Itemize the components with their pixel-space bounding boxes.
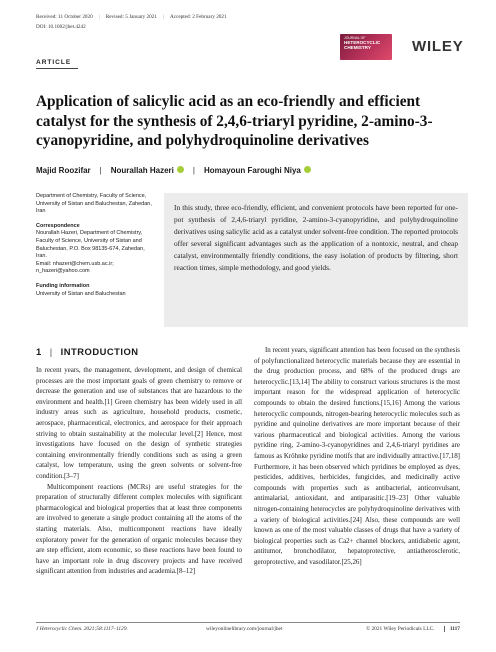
correspondence-heading: Correspondence [36,222,80,229]
copyright: © 2021 Wiley Periodicals LLC. [366,626,435,632]
article-info-sidebar [36,193,154,298]
article-title: Application of salicylic acid as an eco-friendly and efficient catalyst for the synthesis of 2,4,6-triaryl pyridine, 2-amino-3-cyanopyridine, and polyhydroquinoline derivatives [36,93,433,149]
journal-logo-name: HETEROCYCLIC CHEMISTRY [344,39,381,50]
date-separator: | [98,14,100,20]
author-name[interactable]: Majid Roozifar [36,166,91,175]
funding-body: University of Sistan and Baluchestan [36,290,126,297]
orcid-icon[interactable] [304,166,311,173]
journal-citation: J Heterocyclic Chem. 2021;58:1117–1129. [36,626,128,632]
funding-heading: Funding information [36,282,90,289]
body-column-left [36,365,242,577]
revised-date: Revised: 5 January 2021 [105,14,157,20]
author-name-text: Nourallah Hazeri [110,166,174,175]
section-number: 1 [36,346,42,357]
journal-logo-top: JOURNAL OF [344,36,366,40]
abstract-box: In this study, three eco-friendly, efficient, and convenient protocols have been reported for one-pot synthesis of 2,4,6-triaryl pyridine, 2-amino-3-cyanopyridine, and polyhydroquinoline derivatives using salicylic acid as a catalyst under solvent-free condition. The reported protocols offer several significant advantages such as the application of a nontoxic, neutral, and cheap catalyst, environmentally friendly conditions, the easy isolation of products by filtering, short reaction times, simple methodology, and good yields. [164,193,468,327]
section-heading [36,346,139,357]
author-list [36,166,311,175]
body-column-right [254,345,460,567]
article-dates [36,14,227,20]
journal-logo [340,34,392,60]
author-separator: | [192,166,195,175]
journal-url[interactable]: wileyonlinelibrary.com/journal/jhet [206,626,283,632]
article-label-rule [36,68,78,69]
author-separator: | [99,166,102,175]
page-footer [36,626,460,632]
footer-rule [36,622,460,623]
doi[interactable]: DOI: 10.1002/jhet.4242 [36,24,86,30]
publisher-logo: WILEY [412,38,464,55]
accepted-date: Accepted: 2 February 2021 [169,14,227,20]
author-name[interactable] [111,166,184,175]
body-paragraph: In recent years, the management, development, and design of chemical processes are the most important goals of green chemistry to remove or decrease the generation and use of substances that are hazardous to the environment and health.[1] Green chemistry has been widely used in all industry areas such as agriculture, household products, cosmetic, aerospace, pharmaceutical, electronics, and aerospace for their approach striving to obtain sustainability at the molecular level.[2] Hence, most investigations have focused on the design of synthetic strategies containing environmentally friendly conditions such as using a green catalyst, low temperature, using the green solvents or solvent-free condition.[3–7] [36,366,242,480]
date-separator: | [162,14,164,20]
correspondence-email[interactable]: n_hazeri@yahoo.com [36,268,90,275]
received-date: Received: 11 October 2020 [36,14,93,20]
affiliation: Department of Chemistry, Faculty of Science, University of Sistan and Baluchestan, Zahedan, Iran [36,193,152,215]
section-separator: | [49,346,53,357]
page-number: 1117 [444,626,460,632]
correspondence-body: Nourallah Hazeri, Department of Chemistry, Faculty of Science, University of Sistan and Baluchestan, P.O. Box 98135-674, Zahedan, Iran. [36,230,145,260]
author-name-text: Homayoun Faroughi Niya [203,166,301,175]
correspondence-email[interactable]: Email: nhazeri@chem.usb.ac.ir; [36,260,114,267]
orcid-icon[interactable] [177,166,184,173]
article-type-label: ARTICLE [36,59,72,66]
body-paragraph: In recent years, significant attention has been focused on the synthesis of polyfunctionalized heterocyclic materials because they are essential in the drug production process, and 68% of the produced drugs are heterocyclic.[13,14] The ability to construct various structures is the most important reason for the widespread application of heterocyclic compounds to obtain the desired functions.[15,16] Among the various heterocyclic compounds, nitrogen-bearing heterocyclic molecules such as pyridine and quinoline derivatives are more important because of their various pharmaceutical and biological activities. Among the various pyridine ring, 2-amino-3-cyanopyridines and 2,4,6-triaryl pyridines are famous as Kröhnke pyridine motifs that are individually attractive.[17,18] Furthermore, it has been observed which pyridines be employed as dyes, pesticides, additives, herbicides, fungicides, and medicinally active compounds with properties such as antibacterial, anticonvulsant, antimalarial, antioxidant, and antiparasitic.[19–23] Other valuable nitrogen-containing heterocycles are polyhydroquinoline derivatives with a variety of biological activities.[24] Also, these compounds are well known as one of the most valuable classes of drugs that have a variety of biological properties such as Ca2+ channel blockers, antidiabetic agent, antitumor, bronchodilator, hepatoprotective, antiatherosclerotic, geroprotective, and vasodilator.[25,26] [254,346,460,566]
body-paragraph: Multicomponent reactions (MCRs) are useful strategies for the preparation of structurally different complex molecules with significant pharmacological and biological properties that at least three components are involved to generate a single product containing all the atoms of the starting materials. Also, multicomponent reactions have ideally exploratory power for the generation of organic molecules because they are step efficient, atom economic, so these reactions have been found to have an important role in drug discovery projects and have received significant attention from industries and academia.[8–12] [36,482,242,576]
section-title: INTRODUCTION [60,346,139,357]
author-name[interactable] [204,166,311,175]
